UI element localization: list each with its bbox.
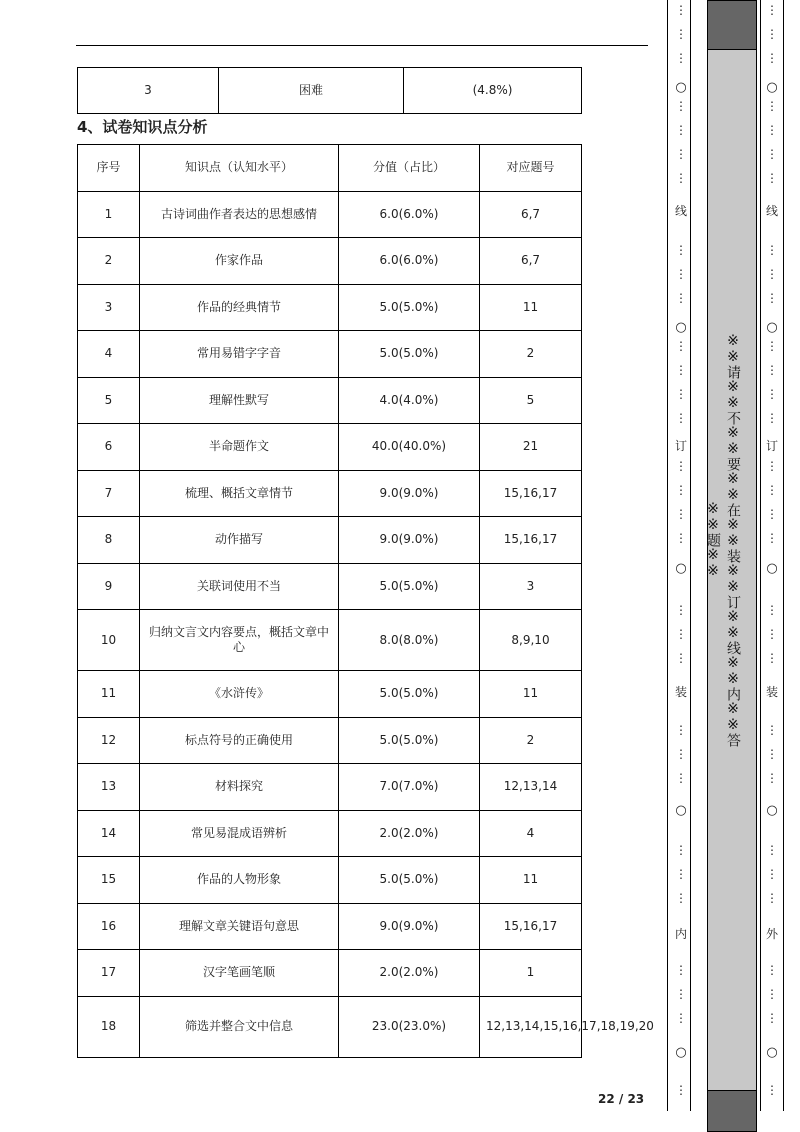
kp-score: 5.0(5.0%) — [339, 563, 480, 610]
margin-dot-icon: ⋮ — [675, 651, 687, 665]
margin-dot-icon: ⋮ — [675, 771, 687, 785]
table-row — [78, 238, 582, 285]
margin-label: 外 — [765, 927, 778, 941]
kp-score: 9.0(9.0%) — [339, 470, 480, 517]
kp-score: 5.0(5.0%) — [339, 671, 480, 718]
margin-dot-icon: ⋮ — [675, 603, 687, 617]
margin-dot-icon: ⋮ — [675, 51, 687, 65]
kp-name: 作品的人物形象 — [140, 857, 339, 904]
kp-score: 2.0(2.0%) — [339, 950, 480, 997]
table-header-row — [78, 145, 582, 192]
kp-questions: 15,16,17 — [480, 470, 582, 517]
kp-score: 23.0(23.0%) — [339, 996, 480, 1057]
kp-name: 作品的经典情节 — [140, 284, 339, 331]
kp-questions: 5 — [480, 377, 582, 424]
margin-dot-icon: ⋮ — [766, 987, 778, 1001]
binding-strip-cap-top — [707, 0, 757, 50]
margin-dot-icon: ⋮ — [675, 339, 687, 353]
kp-score: 5.0(5.0%) — [339, 284, 480, 331]
margin-circle-icon: ○ — [766, 320, 778, 335]
table-row — [78, 857, 582, 904]
kp-questions: 8,9,10 — [480, 610, 582, 671]
margin-dot-icon: ⋮ — [766, 603, 778, 617]
kp-name: 梳理、概括文章情节 — [140, 470, 339, 517]
kp-index: 4 — [78, 331, 140, 378]
margin-dot-icon: ⋮ — [675, 99, 687, 113]
margin-dot-icon: ⋮ — [766, 147, 778, 161]
margin-circle-icon: ○ — [675, 1045, 687, 1060]
margin-dot-icon: ⋮ — [766, 531, 778, 545]
table-row — [78, 717, 582, 764]
margin-dot-icon: ⋮ — [766, 771, 778, 785]
header-index: 序号 — [78, 145, 140, 192]
margin-dot-icon: ⋮ — [675, 1011, 687, 1025]
kp-index: 8 — [78, 517, 140, 564]
margin-dot-icon: ⋮ — [766, 411, 778, 425]
table-row — [78, 377, 582, 424]
kp-name: 动作描写 — [140, 517, 339, 564]
margin-dot-icon: ⋮ — [766, 459, 778, 473]
margin-line-outer — [760, 0, 761, 1111]
table-row — [78, 671, 582, 718]
kp-index: 14 — [78, 810, 140, 857]
margin-label: 内 — [674, 927, 687, 941]
table-row — [78, 950, 582, 997]
margin-dot-icon: ⋮ — [675, 963, 687, 977]
margin-dot-icon: ⋮ — [675, 627, 687, 641]
kp-index: 9 — [78, 563, 140, 610]
margin-dot-icon: ⋮ — [766, 387, 778, 401]
kp-score: 5.0(5.0%) — [339, 857, 480, 904]
margin-dot-icon: ⋮ — [675, 867, 687, 881]
margin-dot-icon: ⋮ — [675, 459, 687, 473]
kp-index: 1 — [78, 191, 140, 238]
margin-dot-icon: ⋮ — [675, 387, 687, 401]
table-row — [78, 68, 582, 114]
margin-dot-icon: ⋮ — [675, 987, 687, 1001]
margin-dot-icon: ⋮ — [675, 843, 687, 857]
kp-name: 筛选并整合文中信息 — [140, 996, 339, 1057]
difficulty-table — [77, 67, 582, 114]
margin-dot-icon: ⋮ — [766, 27, 778, 41]
margin-label: 线 — [674, 204, 687, 218]
knowledge-point-rows — [78, 191, 654, 1057]
margin-dot-icon: ⋮ — [766, 1011, 778, 1025]
margin-dot-icon: ⋮ — [675, 171, 687, 185]
margin-dot-icon: ⋮ — [766, 627, 778, 641]
margin-dot-icon: ⋮ — [766, 1083, 778, 1097]
margin-dot-icon: ⋮ — [766, 363, 778, 377]
margin-dot-icon: ⋮ — [766, 723, 778, 737]
table-row — [78, 331, 582, 378]
margin-dot-icon: ⋮ — [766, 291, 778, 305]
kp-name: 标点符号的正确使用 — [140, 717, 339, 764]
margin-label: 订 — [765, 439, 778, 453]
table-row — [78, 996, 582, 1057]
section-title: 4、试卷知识点分析 — [77, 118, 208, 136]
margin-dot-icon: ⋮ — [675, 267, 687, 281]
kp-score: 4.0(4.0%) — [339, 377, 480, 424]
kp-score: 9.0(9.0%) — [339, 903, 480, 950]
header-rule — [76, 45, 648, 46]
margin-circle-icon: ○ — [766, 803, 778, 818]
margin-dot-icon: ⋮ — [766, 243, 778, 257]
margin-circle-icon: ○ — [675, 561, 687, 576]
table-row — [78, 517, 582, 564]
outer-dotted-cut-line — [762, 0, 782, 1111]
margin-dot-icon: ⋮ — [675, 483, 687, 497]
kp-index: 10 — [78, 610, 140, 671]
margin-dot-icon: ⋮ — [675, 291, 687, 305]
margin-dot-icon: ⋮ — [766, 483, 778, 497]
margin-dot-icon: ⋮ — [766, 651, 778, 665]
margin-dot-icon: ⋮ — [766, 267, 778, 281]
kp-name: 理解文章关键语句意思 — [140, 903, 339, 950]
margin-dot-icon: ⋮ — [675, 747, 687, 761]
kp-index: 17 — [78, 950, 140, 997]
kp-name: 古诗词曲作者表达的思想感情 — [140, 191, 339, 238]
kp-questions: 6,7 — [480, 238, 582, 285]
kp-index: 15 — [78, 857, 140, 904]
binding-strip-cap-bottom — [707, 1090, 757, 1132]
kp-score: 5.0(5.0%) — [339, 331, 480, 378]
binding-warning-text: ※※请※※不※※要※※在※※装※※订※※线※※内※※答※※题※※ — [705, 333, 741, 747]
kp-name: 材料探究 — [140, 764, 339, 811]
kp-name: 理解性默写 — [140, 377, 339, 424]
kp-index: 3 — [78, 284, 140, 331]
kp-questions: 4 — [480, 810, 582, 857]
kp-questions: 11 — [480, 284, 582, 331]
kp-questions: 2 — [480, 331, 582, 378]
kp-score: 5.0(5.0%) — [339, 717, 480, 764]
difficulty-level: 3 — [78, 68, 219, 114]
kp-score: 6.0(6.0%) — [339, 238, 480, 285]
margin-dot-icon: ⋮ — [675, 27, 687, 41]
kp-name: 汉字笔画笔顺 — [140, 950, 339, 997]
kp-score: 6.0(6.0%) — [339, 191, 480, 238]
kp-questions: 15,16,17 — [480, 517, 582, 564]
margin-dot-icon: ⋮ — [675, 3, 687, 17]
margin-dot-icon: ⋮ — [675, 723, 687, 737]
difficulty-label: 困难 — [219, 68, 404, 114]
kp-questions: 15,16,17 — [480, 903, 582, 950]
kp-index: 5 — [78, 377, 140, 424]
margin-dot-icon: ⋮ — [675, 1083, 687, 1097]
kp-name: 关联词使用不当 — [140, 563, 339, 610]
kp-name: 半命题作文 — [140, 424, 339, 471]
margin-dot-icon: ⋮ — [766, 747, 778, 761]
kp-score: 9.0(9.0%) — [339, 517, 480, 564]
kp-index: 16 — [78, 903, 140, 950]
kp-score: 2.0(2.0%) — [339, 810, 480, 857]
kp-questions: 12,13,14 — [480, 764, 582, 811]
table-row — [78, 424, 582, 471]
kp-name: 常见易混成语辨析 — [140, 810, 339, 857]
margin-dot-icon: ⋮ — [766, 3, 778, 17]
kp-score: 7.0(7.0%) — [339, 764, 480, 811]
kp-questions: 2 — [480, 717, 582, 764]
table-row — [78, 284, 582, 331]
margin-dot-icon: ⋮ — [675, 411, 687, 425]
margin-label: 装 — [674, 685, 687, 699]
table-row — [78, 563, 582, 610]
margin-circle-icon: ○ — [675, 803, 687, 818]
margin-dot-icon: ⋮ — [766, 51, 778, 65]
kp-index: 11 — [78, 671, 140, 718]
margin-dot-icon: ⋮ — [675, 147, 687, 161]
table-row — [78, 470, 582, 517]
margin-line-outer-2 — [783, 0, 784, 1111]
margin-dot-icon: ⋮ — [675, 891, 687, 905]
kp-index: 6 — [78, 424, 140, 471]
margin-dot-icon: ⋮ — [766, 123, 778, 137]
page-number: 22 / 23 — [598, 1092, 645, 1106]
header-score: 分值（占比） — [339, 145, 480, 192]
margin-dot-icon: ⋮ — [766, 867, 778, 881]
header-question-numbers: 对应题号 — [480, 145, 582, 192]
kp-questions: 11 — [480, 671, 582, 718]
margin-dot-icon: ⋮ — [675, 363, 687, 377]
kp-name: 常用易错字字音 — [140, 331, 339, 378]
margin-circle-icon: ○ — [766, 561, 778, 576]
margin-dot-icon: ⋮ — [675, 243, 687, 257]
table-row — [78, 191, 582, 238]
margin-circle-icon: ○ — [766, 1045, 778, 1060]
kp-score: 8.0(8.0%) — [339, 610, 480, 671]
margin-label: 线 — [765, 204, 778, 218]
kp-questions: 21 — [480, 424, 582, 471]
kp-name: 《水浒传》 — [140, 671, 339, 718]
table-row — [78, 610, 582, 671]
kp-questions: 11 — [480, 857, 582, 904]
margin-line-inner — [667, 0, 668, 1111]
table-row — [78, 764, 582, 811]
margin-dot-icon: ⋮ — [766, 99, 778, 113]
margin-dot-icon: ⋮ — [675, 123, 687, 137]
margin-circle-icon: ○ — [675, 320, 687, 335]
kp-name: 归纳文言文内容要点，概括文章中心 — [140, 610, 339, 671]
margin-dot-icon: ⋮ — [766, 963, 778, 977]
margin-dot-icon: ⋮ — [766, 507, 778, 521]
margin-dot-icon: ⋮ — [766, 171, 778, 185]
table-row — [78, 810, 582, 857]
margin-dot-icon: ⋮ — [675, 507, 687, 521]
margin-dot-icon: ⋮ — [766, 891, 778, 905]
kp-name: 作家作品 — [140, 238, 339, 285]
knowledge-point-table — [77, 144, 654, 1058]
kp-index: 7 — [78, 470, 140, 517]
margin-label: 装 — [765, 685, 778, 699]
margin-dot-icon: ⋮ — [675, 531, 687, 545]
kp-questions: 3 — [480, 563, 582, 610]
margin-label: 订 — [674, 439, 687, 453]
kp-index: 18 — [78, 996, 140, 1057]
margin-circle-icon: ○ — [766, 80, 778, 95]
kp-index: 2 — [78, 238, 140, 285]
margin-dot-icon: ⋮ — [766, 843, 778, 857]
margin-dot-icon: ⋮ — [766, 339, 778, 353]
kp-questions: 1 — [480, 950, 582, 997]
kp-index: 13 — [78, 764, 140, 811]
inner-dotted-cut-line — [671, 0, 691, 1111]
kp-questions: 12,13,14,15,16,17,18,19,20 — [480, 996, 582, 1057]
kp-score: 40.0(40.0%) — [339, 424, 480, 471]
kp-index: 12 — [78, 717, 140, 764]
table-row — [78, 903, 582, 950]
margin-circle-icon: ○ — [675, 80, 687, 95]
difficulty-share: (4.8%) — [404, 68, 582, 114]
header-knowledge-point: 知识点（认知水平） — [140, 145, 339, 192]
kp-questions: 6,7 — [480, 191, 582, 238]
